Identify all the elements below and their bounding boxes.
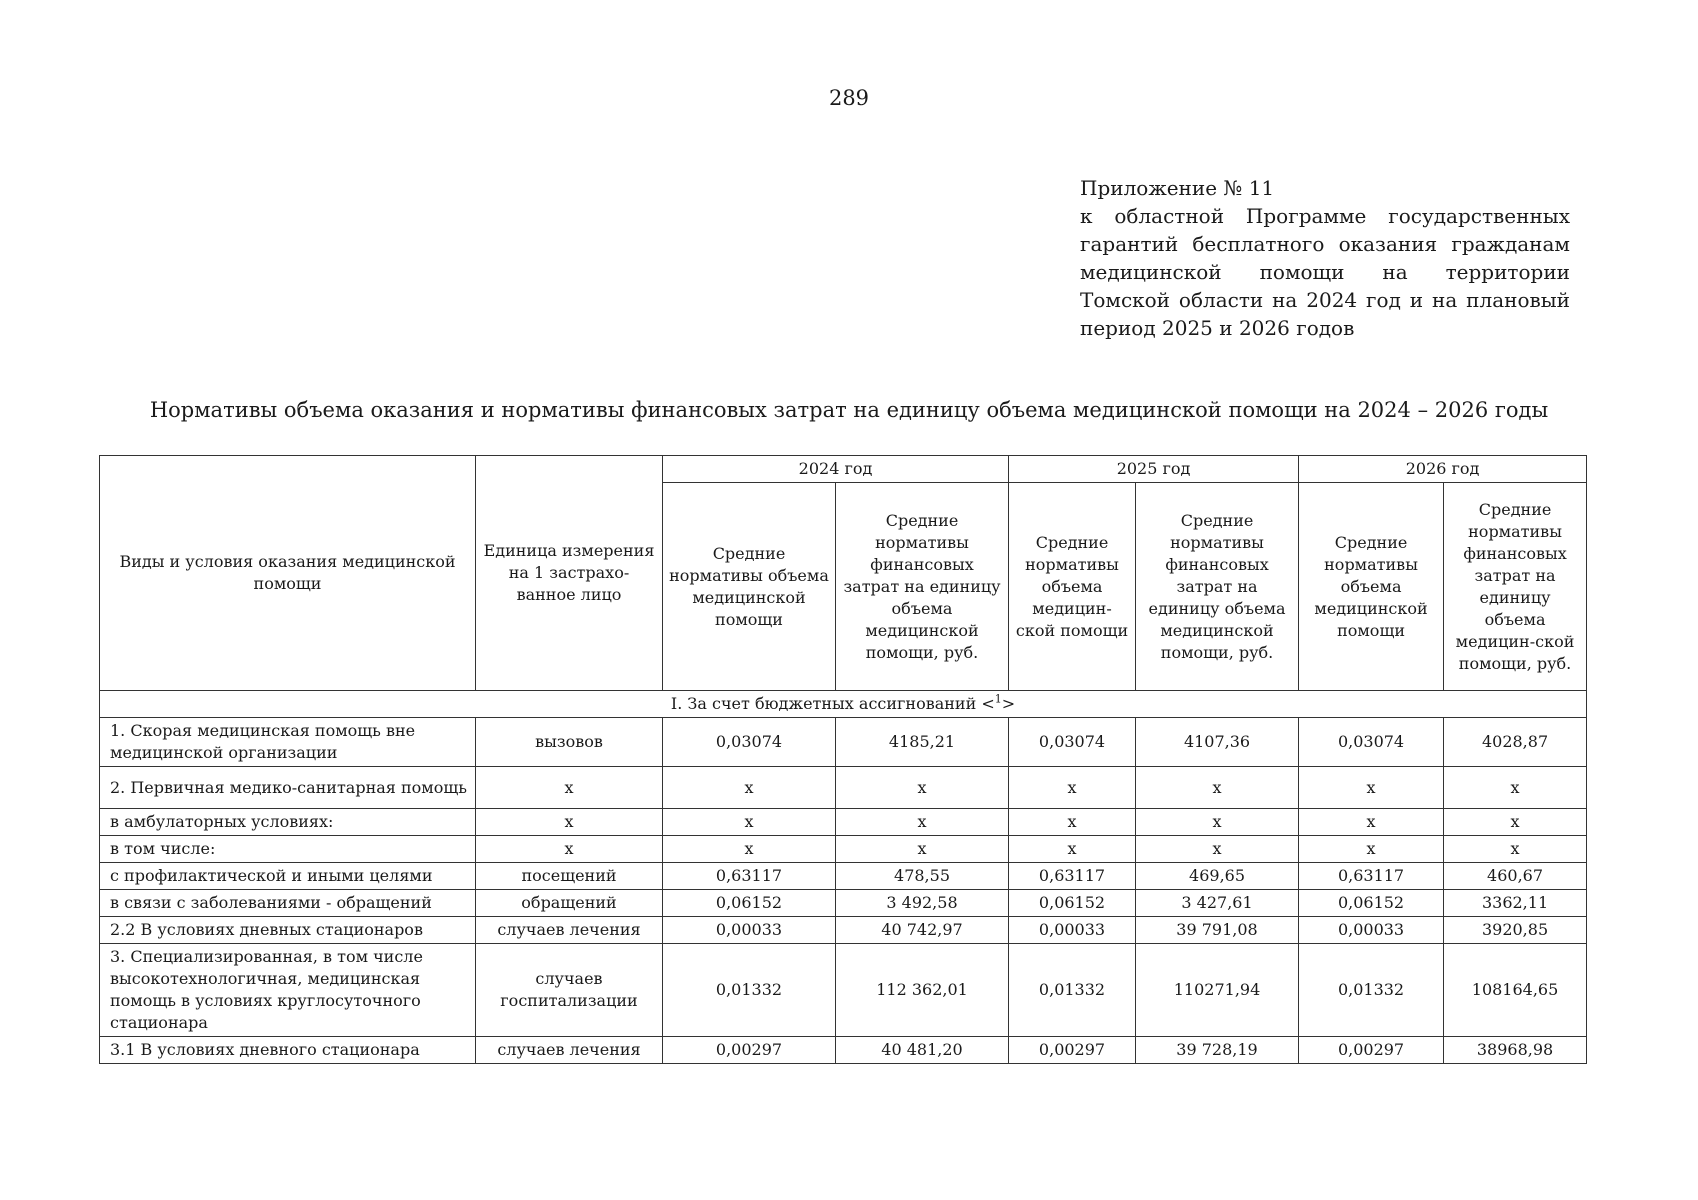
row-cost-2025: x xyxy=(1136,767,1299,809)
header-year-2024: 2024 год xyxy=(663,456,1009,483)
row-unit: вызовов xyxy=(476,718,663,767)
row-cost-2026: 38968,98 xyxy=(1444,1037,1587,1064)
row-type: 3. Специализированная, в том числе высокотехнологичная, медицинская помощь в условиях круглосуточного стационара xyxy=(100,944,476,1037)
row-cost-2026: 3920,85 xyxy=(1444,917,1587,944)
row-cost-2025: 3 427,61 xyxy=(1136,890,1299,917)
row-volume-2025: 0,00033 xyxy=(1009,917,1136,944)
table-row xyxy=(100,890,1587,917)
row-cost-2026: x xyxy=(1444,767,1587,809)
table-row xyxy=(100,944,1587,1037)
header-volume-2026: Средние нормативы объема медицинской помощи xyxy=(1299,483,1444,691)
row-volume-2024: 0,01332 xyxy=(663,944,836,1037)
row-cost-2025: x xyxy=(1136,809,1299,836)
row-volume-2025: 0,63117 xyxy=(1009,863,1136,890)
header-unit: Единица измерения на 1 застрахо-ванное лицо xyxy=(476,456,663,691)
header-cost-2025: Средние нормативы финансовых затрат на единицу объема медицинской помощи, руб. xyxy=(1136,483,1299,691)
row-volume-2025: 0,06152 xyxy=(1009,890,1136,917)
row-volume-2024: x xyxy=(663,836,836,863)
table-row xyxy=(100,863,1587,890)
row-type: 2.2 В условиях дневных стационаров xyxy=(100,917,476,944)
table-row xyxy=(100,1037,1587,1064)
row-cost-2026: 4028,87 xyxy=(1444,718,1587,767)
document-title: Нормативы объема оказания и нормативы финансовых затрат на единицу объема медицинской помощи на 2024 – 2026 годы xyxy=(149,398,1549,422)
row-volume-2024: 0,63117 xyxy=(663,863,836,890)
row-cost-2024: 40 481,20 xyxy=(836,1037,1009,1064)
row-volume-2024: x xyxy=(663,767,836,809)
section-heading: I. За счет бюджетных ассигнований <$^1$> xyxy=(100,691,1587,718)
row-volume-2024: 0,00033 xyxy=(663,917,836,944)
row-cost-2025: 39 728,19 xyxy=(1136,1037,1299,1064)
header-volume-2024: Средние нормативы объема медицинской помощи xyxy=(663,483,836,691)
row-cost-2025: 469,65 xyxy=(1136,863,1299,890)
header-cost-2024: Средние нормативы финансовых затрат на единицу объема медицинской помощи, руб. xyxy=(836,483,1009,691)
row-type: 2. Первичная медико-санитарная помощь xyxy=(100,767,476,809)
row-volume-2026: 0,00033 xyxy=(1299,917,1444,944)
row-unit: x xyxy=(476,767,663,809)
row-cost-2025: 110271,94 xyxy=(1136,944,1299,1037)
row-unit: x xyxy=(476,836,663,863)
row-cost-2024: 478,55 xyxy=(836,863,1009,890)
row-volume-2026: x xyxy=(1299,767,1444,809)
table-row xyxy=(100,718,1587,767)
row-cost-2026: 108164,65 xyxy=(1444,944,1587,1037)
row-cost-2026: x xyxy=(1444,836,1587,863)
row-type: 1. Скорая медицинская помощь вне медицинской организации xyxy=(100,718,476,767)
header-row-years xyxy=(100,456,1587,483)
row-cost-2024: 3 492,58 xyxy=(836,890,1009,917)
row-cost-2024: x xyxy=(836,767,1009,809)
row-volume-2026: 0,01332 xyxy=(1299,944,1444,1037)
row-cost-2024: 40 742,97 xyxy=(836,917,1009,944)
row-volume-2026: 0,03074 xyxy=(1299,718,1444,767)
header-type: Виды и условия оказания медицинской помощи xyxy=(100,456,476,691)
row-cost-2024: x xyxy=(836,836,1009,863)
row-cost-2026: x xyxy=(1444,809,1587,836)
norms-table xyxy=(99,455,1587,1064)
row-volume-2026: x xyxy=(1299,836,1444,863)
row-volume-2025: x xyxy=(1009,809,1136,836)
section-row xyxy=(100,691,1587,718)
row-volume-2025: 0,03074 xyxy=(1009,718,1136,767)
row-unit: посещений xyxy=(476,863,663,890)
row-volume-2026: 0,06152 xyxy=(1299,890,1444,917)
row-volume-2026: 0,00297 xyxy=(1299,1037,1444,1064)
row-type: в том числе: xyxy=(100,836,476,863)
row-volume-2025: x xyxy=(1009,836,1136,863)
row-volume-2026: x xyxy=(1299,809,1444,836)
row-volume-2024: 0,06152 xyxy=(663,890,836,917)
row-cost-2024: 4185,21 xyxy=(836,718,1009,767)
appendix-number: Приложение № 11 xyxy=(1080,176,1275,200)
row-cost-2025: x xyxy=(1136,836,1299,863)
row-unit: случаев госпитализации xyxy=(476,944,663,1037)
header-volume-2025: Средние нормативы объема медицин-ской помощи xyxy=(1009,483,1136,691)
table-row xyxy=(100,836,1587,863)
row-volume-2026: 0,63117 xyxy=(1299,863,1444,890)
row-unit: x xyxy=(476,809,663,836)
row-unit: случаев лечения xyxy=(476,917,663,944)
row-type: в связи с заболеваниями - обращений xyxy=(100,890,476,917)
row-type: в амбулаторных условиях: xyxy=(100,809,476,836)
row-volume-2024: 0,00297 xyxy=(663,1037,836,1064)
header-year-2025: 2025 год xyxy=(1009,456,1299,483)
row-cost-2025: 4107,36 xyxy=(1136,718,1299,767)
row-cost-2024: 112 362,01 xyxy=(836,944,1009,1037)
table-row xyxy=(100,917,1587,944)
row-unit: случаев лечения xyxy=(476,1037,663,1064)
appendix-block xyxy=(1080,174,1570,342)
row-cost-2026: 460,67 xyxy=(1444,863,1587,890)
header-year-2026: 2026 год xyxy=(1299,456,1587,483)
table-row xyxy=(100,809,1587,836)
row-type: с профилактической и иными целями xyxy=(100,863,476,890)
row-volume-2025: 0,01332 xyxy=(1009,944,1136,1037)
table-row xyxy=(100,767,1587,809)
page-number: 289 xyxy=(828,86,870,110)
row-volume-2025: 0,00297 xyxy=(1009,1037,1136,1064)
row-cost-2026: 3362,11 xyxy=(1444,890,1587,917)
row-unit: обращений xyxy=(476,890,663,917)
row-volume-2025: x xyxy=(1009,767,1136,809)
row-type: 3.1 В условиях дневного стационара xyxy=(100,1037,476,1064)
row-volume-2024: x xyxy=(663,809,836,836)
appendix-text: к областной Программе государственных гарантий бесплатного оказания гражданам медицинской помощи на территории Томской области на 2024 год и на плановый период 2025 и 2026 годов xyxy=(1080,204,1570,340)
header-cost-2026: Средние нормативы финансовых затрат на единицу объема медицин-ской помощи, руб. xyxy=(1444,483,1587,691)
row-cost-2025: 39 791,08 xyxy=(1136,917,1299,944)
row-cost-2024: x xyxy=(836,809,1009,836)
row-volume-2024: 0,03074 xyxy=(663,718,836,767)
